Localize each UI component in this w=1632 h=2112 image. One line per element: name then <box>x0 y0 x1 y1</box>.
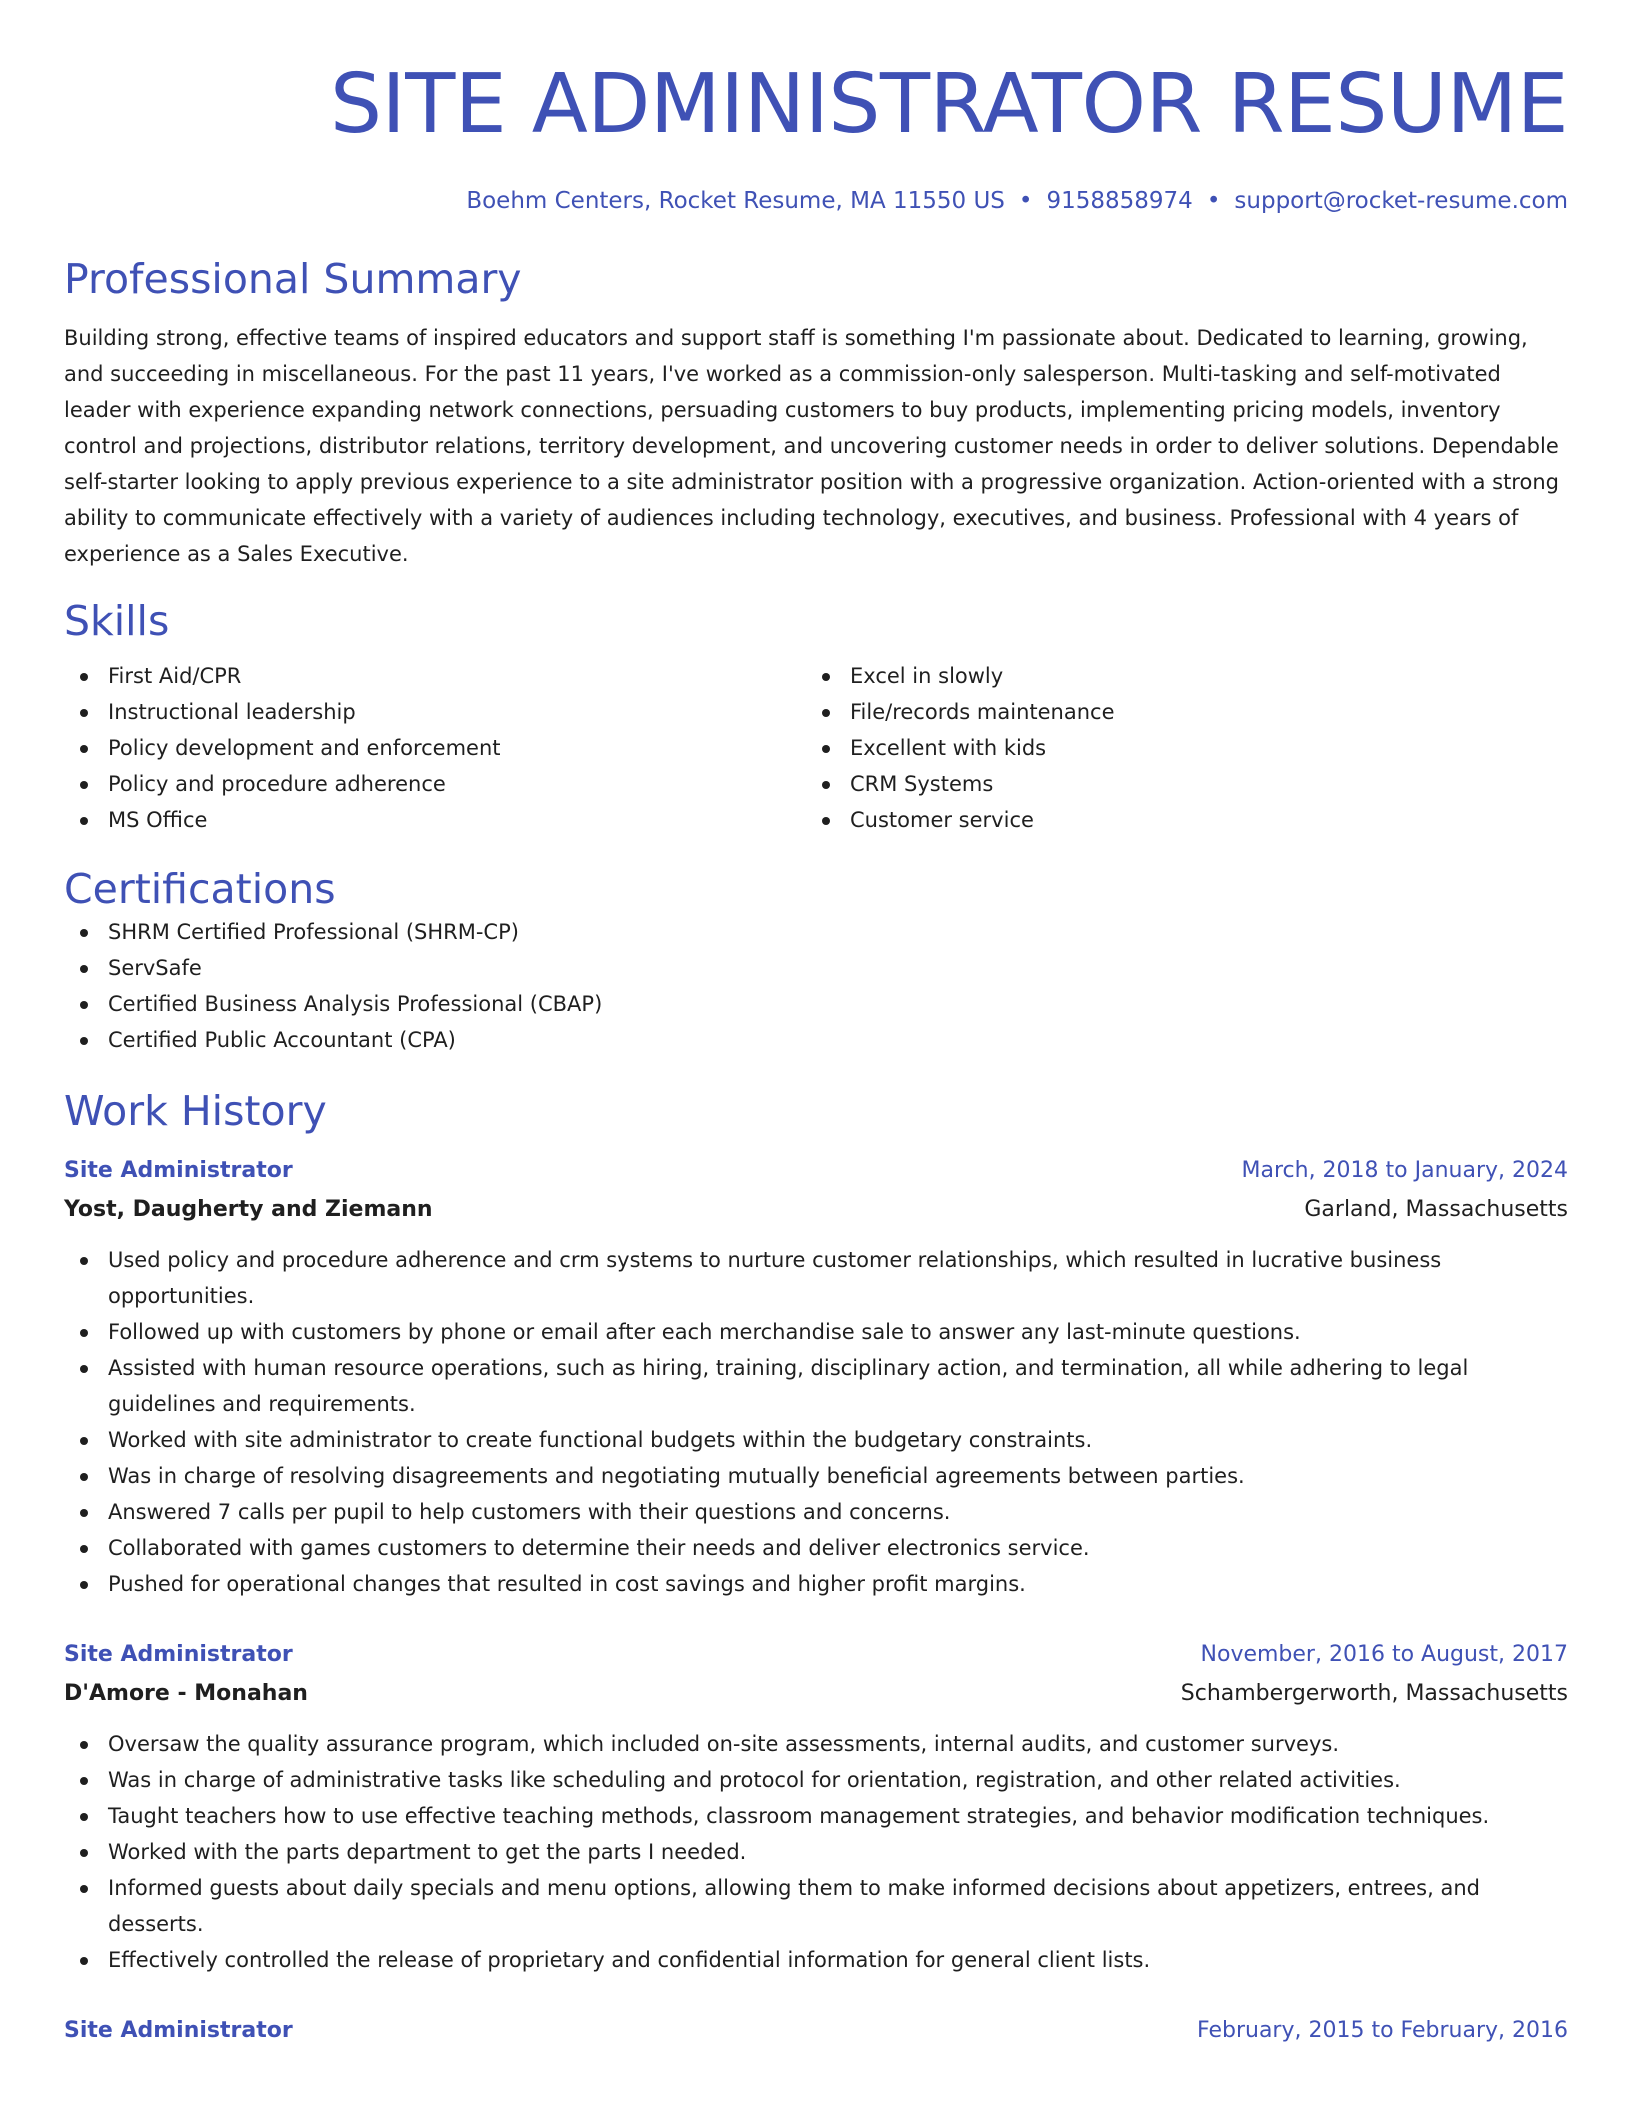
job-bullets <box>64 1242 1568 1602</box>
contact-address: Boehm Centers, Rocket Resume, MA 11550 US <box>466 188 1005 214</box>
job-title: Site Administrator <box>64 1158 293 1183</box>
job-bullets <box>64 1726 1568 1978</box>
job-company: D'Amore - Monahan <box>64 1681 308 1706</box>
skill-item: MS Office <box>64 802 806 838</box>
skill-item: Policy and procedure adherence <box>64 766 806 802</box>
resume-title: SITE ADMINISTRATOR RESUME <box>330 57 1568 152</box>
certification-item: Certified Business Analysis Professional (CBAP) <box>64 986 1568 1022</box>
job-bullet: Worked with site administrator to create functional budgets within the budgetary constraints. <box>64 1422 1568 1458</box>
job-title: Site Administrator <box>64 2018 293 2043</box>
skill-item: Excellent with kids <box>806 730 1548 766</box>
certification-item: ServSafe <box>64 950 1568 986</box>
job-bullet: Was in charge of resolving disagreements and negotiating mutually beneficial agreements between parties. <box>64 1458 1568 1494</box>
job-title: Site Administrator <box>64 1642 293 1667</box>
skill-item: First Aid/CPR <box>64 658 806 694</box>
skills-list-right <box>806 658 1548 838</box>
job-company-row <box>64 1190 1568 1230</box>
job-title-row <box>64 1152 1568 1190</box>
contact-separator: • <box>1018 188 1033 214</box>
job-bullet: Effectively controlled the release of proprietary and confidential information for general client lists. <box>64 1942 1568 1978</box>
certification-item: SHRM Certified Professional (SHRM-CP) <box>64 914 1568 950</box>
resume-page <box>64 0 1568 2050</box>
skill-item: File/records maintenance <box>806 694 1548 730</box>
job-entry <box>64 2012 1568 2050</box>
summary-heading: Professional Summary <box>64 255 522 303</box>
contact-line <box>64 186 1568 216</box>
job-bullet: Answered 7 calls per pupil to help customers with their questions and concerns. <box>64 1494 1568 1530</box>
job-bullet: Assisted with human resource operations, such as hiring, training, disciplinary action, and termination, all while adhering to legal guidelines and requirements. <box>64 1350 1568 1422</box>
job-bullet: Worked with the parts department to get the parts I needed. <box>64 1834 1568 1870</box>
contact-email: support@rocket-resume.com <box>1234 188 1568 214</box>
job-bullet: Used policy and procedure adherence and crm systems to nurture customer relationships, which resulted in lucrative business opportunities. <box>64 1242 1568 1314</box>
summary-text: Building strong, effective teams of inspired educators and support staff is something I'm passionate about. Dedicated to learning, growing, and succeeding in miscellaneous. For the past 11 years, I've worked as a commission-only salesperson. Multi-tasking and self-motivated leader with experience expanding network connections, persuading customers to buy products, implementing pricing models, inventory control and projections, distributor relations, territory development, and uncovering customer needs in order to deliver solutions. Dependable self-starter looking to apply previous experience to a site administrator position with a progressive organization. Action-oriented with a strong ability to communicate effectively with a variety of audiences including technology, executives, and business. Professional with 4 years of experience as a Sales Executive. <box>64 326 1559 566</box>
job-bullet: Collaborated with games customers to determine their needs and deliver electronics service. <box>64 1530 1568 1566</box>
skills-columns <box>64 658 1568 838</box>
skills-heading: Skills <box>64 597 170 645</box>
contact-separator: • <box>1206 188 1221 214</box>
skill-item: Instructional leadership <box>64 694 806 730</box>
job-title-row <box>64 1636 1568 1674</box>
job-dates: March, 2018 to January, 2024 <box>1241 1158 1568 1183</box>
job-company: Yost, Daugherty and Ziemann <box>64 1197 433 1222</box>
job-location: Garland, Massachusetts <box>1304 1197 1568 1222</box>
contact-phone: 9158858974 <box>1046 188 1193 214</box>
skill-item: Customer service <box>806 802 1548 838</box>
skill-item: Excel in slowly <box>806 658 1548 694</box>
job-bullet: Oversaw the quality assurance program, which included on-site assessments, internal audits, and customer surveys. <box>64 1726 1568 1762</box>
job-bullet: Followed up with customers by phone or email after each merchandise sale to answer any last-minute questions. <box>64 1314 1568 1350</box>
job-bullet: Informed guests about daily specials and menu options, allowing them to make informed decisions about appetizers, entrees, and desserts. <box>64 1870 1568 1942</box>
job-entry <box>64 1152 1568 1602</box>
job-bullet: Pushed for operational changes that resulted in cost savings and higher profit margins. <box>64 1566 1568 1602</box>
skill-item: Policy development and enforcement <box>64 730 806 766</box>
skills-list-left <box>64 658 806 838</box>
job-bullet: Was in charge of administrative tasks like scheduling and protocol for orientation, registration, and other related activities. <box>64 1762 1568 1798</box>
job-entry <box>64 1636 1568 1978</box>
job-title-row <box>64 2012 1568 2050</box>
skill-item: CRM Systems <box>806 766 1548 802</box>
job-dates: November, 2016 to August, 2017 <box>1200 1642 1568 1667</box>
job-company-row <box>64 1674 1568 1714</box>
certifications-heading: Certifications <box>64 865 336 913</box>
job-dates: February, 2015 to February, 2016 <box>1197 2018 1568 2043</box>
work-history-heading: Work History <box>64 1087 327 1135</box>
certification-item: Certified Public Accountant (CPA) <box>64 1022 1568 1058</box>
job-bullet: Taught teachers how to use effective teaching methods, classroom management strategies, and behavior modification techniques. <box>64 1798 1568 1834</box>
job-location: Schambergerworth, Massachusetts <box>1180 1681 1568 1706</box>
certifications-list <box>64 914 1568 1058</box>
